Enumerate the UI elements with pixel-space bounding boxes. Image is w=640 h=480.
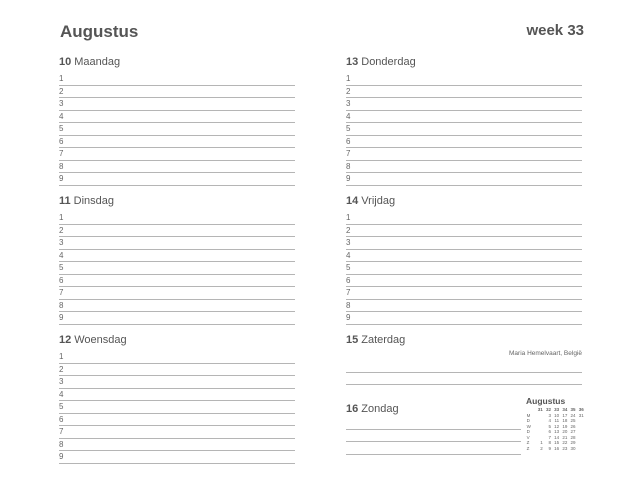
hour-line[interactable]: [346, 173, 582, 186]
hour-line[interactable]: [346, 287, 582, 300]
hour-number: 6: [346, 136, 351, 146]
weekday-letter: Z: [526, 445, 530, 451]
hour-lines: [346, 73, 582, 186]
date-cell: 8: [548, 440, 551, 445]
hour-line[interactable]: [346, 98, 582, 111]
week-number: 34: [562, 407, 568, 412]
note-line[interactable]: [346, 417, 521, 430]
hour-line[interactable]: [59, 451, 295, 464]
day-number: 13: [346, 56, 359, 68]
hour-number: 7: [346, 288, 351, 297]
date-cell: 7: [548, 434, 551, 440]
hour-line[interactable]: [59, 414, 295, 427]
hour-number: 2: [59, 86, 64, 96]
date-cell: 23: [562, 445, 568, 451]
day-header: [59, 193, 295, 209]
date-cell: 17: [562, 412, 568, 418]
hour-line[interactable]: [59, 86, 295, 99]
hour-line[interactable]: [346, 73, 582, 86]
hour-line[interactable]: [59, 173, 295, 186]
hour-number: 5: [59, 124, 64, 133]
date-cell: 16: [554, 445, 560, 451]
hour-number: 8: [59, 439, 64, 449]
day-number: 16: [346, 403, 359, 415]
week-number: 33: [554, 407, 560, 412]
hour-number: 1: [59, 74, 64, 83]
hour-line[interactable]: [346, 86, 582, 99]
day-name: Woensdag: [74, 334, 127, 346]
hour-line[interactable]: [59, 136, 295, 149]
day-block-monday: [59, 54, 295, 186]
hour-line[interactable]: [59, 225, 295, 238]
hour-line[interactable]: [59, 148, 295, 161]
hour-line[interactable]: [346, 161, 582, 174]
hour-number: 7: [59, 427, 64, 436]
hour-number: 2: [59, 364, 64, 374]
day-name: Zondag: [361, 403, 399, 415]
note-line[interactable]: [346, 442, 521, 455]
hour-line[interactable]: [346, 111, 582, 124]
date-cell: 25: [570, 418, 576, 423]
week-number: 31: [537, 407, 543, 412]
hour-line[interactable]: [59, 73, 295, 86]
hour-lines: [59, 73, 295, 186]
hour-number: 1: [59, 213, 64, 222]
hour-line[interactable]: [346, 212, 582, 225]
hour-line[interactable]: [59, 212, 295, 225]
day-header: [346, 54, 582, 70]
date-cell: 29: [570, 440, 576, 445]
day-name: Dinsdag: [73, 195, 114, 207]
hour-line[interactable]: [346, 225, 582, 238]
date-cell: 21: [562, 434, 568, 440]
hour-number: 3: [59, 238, 64, 247]
hour-number: 3: [59, 99, 64, 108]
hour-number: 7: [346, 149, 351, 158]
date-cell: 27: [570, 429, 576, 434]
day-name: Donderdag: [361, 56, 416, 68]
date-cell: 31: [578, 412, 584, 418]
week-number: 32: [545, 407, 551, 412]
date-cell: 5: [548, 423, 551, 429]
date-cell: 28: [570, 434, 576, 440]
date-cell: 14: [554, 434, 560, 440]
day-header: [59, 54, 295, 70]
hour-number: 4: [346, 111, 351, 121]
day-header: [59, 332, 295, 348]
date-cell: 26: [570, 423, 576, 429]
date-cell: 30: [570, 445, 576, 451]
date-cell: 13: [554, 429, 560, 434]
hour-line[interactable]: [59, 250, 295, 263]
hour-number: 4: [346, 250, 351, 260]
mini-calendar: [526, 396, 596, 451]
hour-number: 8: [59, 300, 64, 310]
month-title: Augustus: [60, 22, 139, 41]
hour-number: 3: [346, 99, 351, 108]
note-line[interactable]: [346, 360, 582, 373]
hour-line[interactable]: [346, 148, 582, 161]
date-cell: 10: [554, 412, 560, 418]
hour-number: 6: [59, 414, 64, 424]
hour-line[interactable]: [346, 237, 582, 250]
hour-number: 3: [59, 377, 64, 386]
mini-calendar-row: [526, 446, 584, 452]
hour-line[interactable]: [346, 262, 582, 275]
hour-line[interactable]: [59, 237, 295, 250]
hour-line[interactable]: [59, 401, 295, 414]
hour-number: 6: [346, 275, 351, 285]
hour-line[interactable]: [59, 275, 295, 288]
weekday-letter: M: [526, 412, 531, 418]
hour-line[interactable]: [346, 275, 582, 288]
day-number: 11: [59, 195, 71, 207]
hour-number: 9: [346, 313, 351, 322]
week-number: 36: [578, 407, 584, 412]
hour-number: 6: [59, 136, 64, 146]
hour-line[interactable]: [346, 312, 582, 325]
weekday-letter: W: [526, 423, 531, 429]
day-block-friday: [346, 193, 582, 325]
hour-number: 2: [346, 86, 351, 96]
hour-line[interactable]: [59, 111, 295, 124]
date-cell: 4: [548, 418, 551, 423]
hour-line[interactable]: [59, 364, 295, 377]
hour-line[interactable]: [59, 376, 295, 389]
day-name: Vrijdag: [361, 195, 396, 207]
hour-number: 5: [346, 263, 351, 272]
day-block-saturday: [346, 332, 582, 385]
hour-number: 2: [346, 225, 351, 235]
day-name: Zaterdag: [361, 334, 406, 346]
hour-line[interactable]: [59, 351, 295, 364]
hour-lines: [346, 212, 582, 325]
day-header: [346, 332, 582, 348]
hour-line[interactable]: [346, 300, 582, 313]
date-cell: 19: [562, 423, 568, 429]
note-line[interactable]: [346, 430, 521, 443]
hour-number: 3: [346, 238, 351, 247]
weekday-letter: Z: [526, 440, 530, 445]
day-number: 14: [346, 195, 359, 207]
hour-number: 8: [346, 300, 351, 310]
day-number: 15: [346, 334, 359, 346]
hour-line[interactable]: [346, 136, 582, 149]
hour-line[interactable]: [59, 98, 295, 111]
date-cell: 12: [554, 423, 560, 429]
date-cell: [576, 446, 584, 452]
week-number: 35: [570, 407, 576, 412]
hour-number: 1: [346, 74, 351, 83]
hour-number: 9: [59, 452, 64, 461]
hour-number: 8: [59, 161, 64, 171]
date-cell: 24: [570, 412, 576, 418]
hour-line[interactable]: [59, 262, 295, 275]
hour-number: 2: [59, 225, 64, 235]
hour-lines: [59, 351, 295, 464]
hour-number: 7: [59, 149, 64, 158]
day-name: Maandag: [74, 56, 121, 68]
hour-number: 9: [59, 174, 64, 183]
day-header: [346, 193, 582, 209]
week-label: week 33: [526, 22, 584, 39]
date-cell: 9: [548, 445, 551, 451]
hour-line[interactable]: [59, 300, 295, 313]
weekday-letter: D: [526, 429, 530, 434]
hour-line[interactable]: [346, 123, 582, 136]
hour-number: 6: [59, 275, 64, 285]
date-cell: 15: [554, 440, 560, 445]
mini-calendar-title: Augustus: [526, 396, 566, 406]
hour-number: 9: [59, 313, 64, 322]
date-cell: 18: [562, 418, 568, 423]
hour-line[interactable]: [59, 161, 295, 174]
hour-number: 4: [59, 250, 64, 260]
mini-calendar-grid: [526, 407, 584, 451]
date-cell: 6: [548, 429, 551, 434]
hour-line[interactable]: [59, 439, 295, 452]
date-cell: 11: [554, 418, 560, 423]
holiday-note: Maria Hemelvaart, België: [509, 350, 582, 357]
day-block-thursday: [346, 54, 582, 186]
hour-line[interactable]: [346, 250, 582, 263]
date-cell: 22: [562, 440, 568, 445]
date-cell: 20: [562, 429, 568, 434]
hour-number: 5: [59, 263, 64, 272]
hour-line[interactable]: [59, 287, 295, 300]
hour-number: 4: [59, 111, 64, 121]
hour-line[interactable]: [59, 123, 295, 136]
hour-number: 7: [59, 288, 64, 297]
date-cell: 1: [540, 440, 543, 445]
hour-number: 1: [346, 213, 351, 222]
day-number: 10: [59, 56, 72, 68]
date-cell: 2: [540, 445, 543, 451]
note-lines: [346, 417, 521, 455]
hour-lines: [59, 212, 295, 325]
day-block-tuesday: [59, 193, 295, 325]
day-block-wednesday: [59, 332, 295, 464]
note-line[interactable]: [346, 373, 582, 386]
hour-number: 9: [346, 174, 351, 183]
hour-number: 8: [346, 161, 351, 171]
date-cell: 3: [548, 412, 551, 418]
hour-number: 1: [59, 352, 64, 361]
hour-line[interactable]: [59, 389, 295, 402]
hour-line[interactable]: [59, 426, 295, 439]
day-number: 12: [59, 334, 72, 346]
hour-line[interactable]: [59, 312, 295, 325]
weekday-letter: D: [526, 418, 530, 423]
hour-number: 5: [346, 124, 351, 133]
hour-number: 4: [59, 389, 64, 399]
weekday-letter: V: [526, 434, 530, 440]
hour-number: 5: [59, 402, 64, 411]
